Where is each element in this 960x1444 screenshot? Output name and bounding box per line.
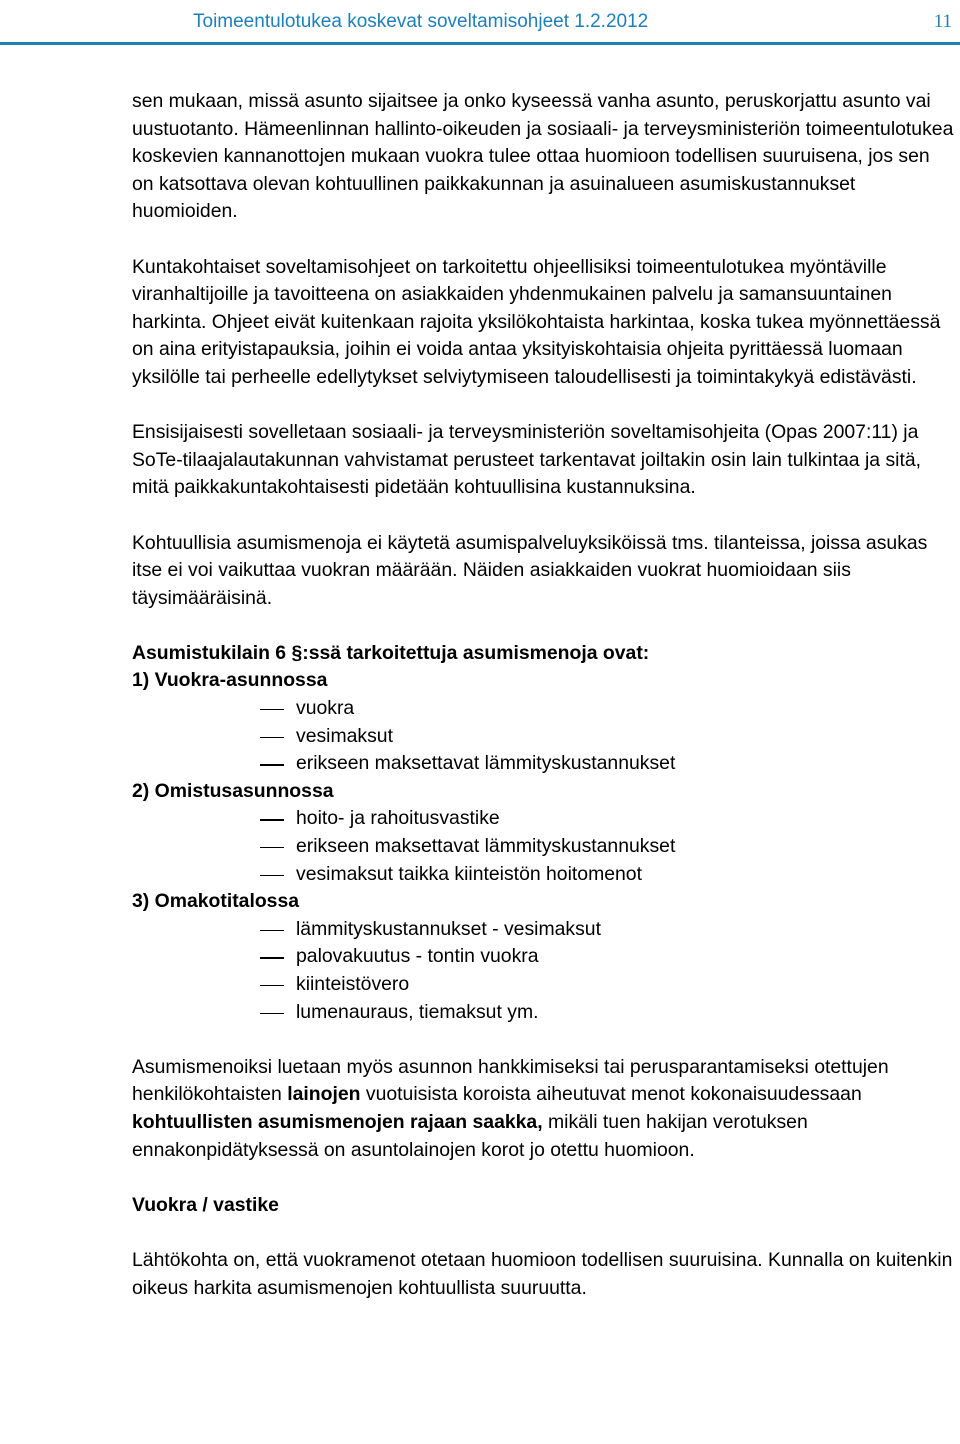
paragraph-ministry-guidelines: Ensisijaisesti sovelletaan sosiaali- ja terveysministeriön soveltamisohjeita (Opas 2007:11) ja SoTe-tilaajalautakunnan vahvistamat perusteet tarkentavat joiltakin osin lain tulkintaa ja sitä, mitä paikkakuntakohtaisesti pidetään kohtuullisina kustannuksina. [132,421,922,499]
list-item: lämmityskustannukset - vesimaksut [132,916,954,944]
housing-costs-heading: Asumistukilain 6 §:ssä tarkoitettuja asumismenoja ovat: [132,641,650,664]
list-item: erikseen maksettavat lämmityskustannukset [132,833,954,861]
group-title: 2) Omistusasunnossa [132,779,334,802]
text-run: Asumismenoiksi luetaan myös asunnon hankkimiseksi tai perusparantamiseksi otettujen henkilökohtaisten [132,1055,889,1106]
document-title: Toimeentulotukea koskevat soveltamisohjeet 1.2.2012 [193,11,649,32]
rent-heading: Vuokra / vastike [132,1193,279,1216]
cost-list [132,916,954,1026]
paragraph-municipal-guidelines: Kuntakohtaiset soveltamisohjeet on tarkoitettu ohjeellisiksi toimeentulotukea myöntäville viranhaltijoille ja tavoitteena on asiakkaiden yhdenmukainen palvelu ja samansuuntainen harkinta. Ohjeet eivät kuitenkaan rajoita yksilökohtaista harkintaa, koska tukea myönnettäessä on aina erityistapauksia, joihin ei voida antaa yksityiskohtaisia ohjeita pyrittäessä luomaan yksilölle tai perheelle edellytykset selviytymiseen taloudellisesti ja toimintakykyä edistävästi. [132,255,941,388]
group-title: 3) Omakotitalossa [132,890,300,913]
text-run: vuotuisista koroista aiheutuvat menot kokonaisuudessaan [360,1083,862,1106]
page-header [193,6,952,38]
bold-text: lainojen [287,1083,361,1106]
document-body [132,88,954,1330]
paragraph-housing-services: Kohtuullisia asumismenoja ei käytetä asumispalveluyksiköissä tms. tilanteissa, joissa asukas itse ei voi vaikuttaa vuokran määrään. Näiden asiakkaiden vuokrat huomioidaan siis täysimääräisinä. [132,531,928,609]
list-item: hoito- ja rahoitusvastike [132,805,954,833]
list-item: palovakuutus - tontin vuokra [132,943,954,971]
list-item: vesimaksut taikka kiinteistön hoitomenot [132,861,954,889]
page-number: 11 [933,11,952,32]
cost-list [132,695,954,778]
header-divider [0,42,960,45]
list-item: erikseen maksettavat lämmityskustannukset [132,750,954,778]
group-title: 1) Vuokra-asunnossa [132,669,328,692]
list-item: vesimaksut [132,723,954,751]
list-item: vuokra [132,695,954,723]
list-item: kiinteistövero [132,971,954,999]
cost-list [132,805,954,888]
list-item: lumenauraus, tiemaksut ym. [132,999,954,1027]
bold-text: kohtuullisten asumismenojen rajaan saakka, [132,1110,543,1133]
paragraph-rent-basis: Lähtökohta on, että vuokramenot otetaan huomioon todellisen suuruisina. Kunnalla on kuitenkin oikeus harkita asumismenojen kohtuullista suuruutta. [132,1248,953,1299]
text-run: mikäli tuen hakijan verotuksen ennakonpidätyksessä on asuntolainojen korot jo otettu huomioon. [132,1110,808,1161]
housing-costs-section [132,640,954,1026]
paragraph-rent-assessment: sen mukaan, missä asunto sijaitsee ja onko kyseessä vanha asunto, peruskorjattu asunto vai uustuotanto. Hämeenlinnan hallinto-oikeuden ja sosiaali- ja terveysministeriön toimeentulotukea koskevien kannanottojen mukaan vuokra tulee ottaa huomioon todellisen suuruisena, jos sen on katsottava olevan kohtuullinen paikkakunnan ja asuinalueen asumiskustannukset huomioiden. [132,90,954,223]
paragraph-loan-interest [132,1054,954,1164]
